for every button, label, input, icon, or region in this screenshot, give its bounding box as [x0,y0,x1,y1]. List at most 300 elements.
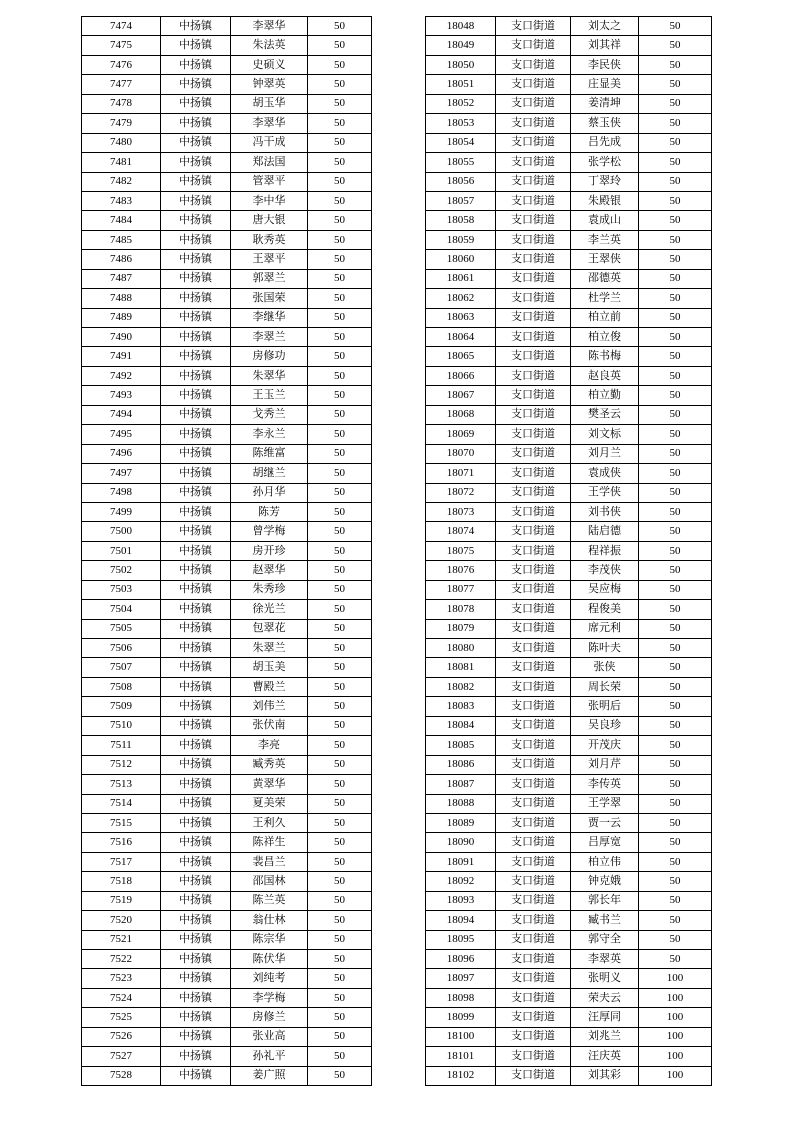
cell-id: 7512 [82,755,161,774]
cell-name: 朱秀珍 [231,580,308,599]
cell-name: 荣夫云 [571,988,639,1007]
cell-area: 中扬镇 [161,230,231,249]
table-row [426,250,712,269]
cell-amount: 50 [639,930,712,949]
cell-area: 中扬镇 [161,833,231,852]
table-row [82,736,372,755]
cell-name: 樊圣云 [571,405,639,424]
cell-area: 支口街道 [496,230,571,249]
cell-name: 张业高 [231,1027,308,1046]
table-row [426,133,712,152]
cell-name: 程祥振 [571,541,639,560]
cell-name: 李继华 [231,308,308,327]
cell-amount: 50 [308,775,372,794]
table-row [82,17,372,36]
cell-area: 中扬镇 [161,328,231,347]
table-row [426,891,712,910]
table-row [426,230,712,249]
table-row [426,425,712,444]
cell-name: 姜清坤 [571,94,639,113]
cell-area: 支口街道 [496,269,571,288]
cell-id: 18059 [426,230,496,249]
cell-id: 7479 [82,114,161,133]
cell-name: 张学松 [571,153,639,172]
table-row [82,502,372,521]
table-row [426,580,712,599]
cell-area: 支口街道 [496,522,571,541]
table-row [426,1027,712,1046]
cell-name: 汪厚同 [571,1008,639,1027]
table-row [426,347,712,366]
cell-area: 支口街道 [496,736,571,755]
cell-area: 支口街道 [496,619,571,638]
cell-id: 7508 [82,677,161,696]
cell-id: 18052 [426,94,496,113]
cell-name: 刘书侠 [571,502,639,521]
cell-area: 中扬镇 [161,502,231,521]
cell-amount: 50 [308,697,372,716]
cell-amount: 50 [639,580,712,599]
cell-id: 18076 [426,561,496,580]
cell-id: 7476 [82,55,161,74]
cell-id: 7513 [82,775,161,794]
cell-area: 支口街道 [496,153,571,172]
cell-name: 孙月华 [231,483,308,502]
cell-id: 18075 [426,541,496,560]
table-row [426,872,712,891]
cell-name: 陈维富 [231,444,308,463]
cell-id: 7475 [82,36,161,55]
cell-id: 7497 [82,464,161,483]
cell-id: 18099 [426,1008,496,1027]
cell-id: 18097 [426,969,496,988]
cell-name: 刘伟兰 [231,697,308,716]
table-row [82,775,372,794]
cell-id: 18074 [426,522,496,541]
cell-amount: 50 [308,114,372,133]
cell-amount: 50 [639,347,712,366]
cell-area: 中扬镇 [161,172,231,191]
table-row [82,988,372,1007]
cell-name: 姜广照 [231,1066,308,1085]
cell-area: 中扬镇 [161,891,231,910]
cell-amount: 50 [308,133,372,152]
table-row [82,600,372,619]
cell-area: 支口街道 [496,328,571,347]
table-row [426,988,712,1007]
cell-name: 曹殿兰 [231,677,308,696]
cell-id: 18049 [426,36,496,55]
table-row [82,172,372,191]
cell-amount: 100 [639,969,712,988]
cell-area: 中扬镇 [161,289,231,308]
table-row [82,250,372,269]
cell-area: 支口街道 [496,36,571,55]
cell-name: 席元利 [571,619,639,638]
cell-id: 7483 [82,191,161,210]
cell-id: 18048 [426,17,496,36]
cell-amount: 50 [639,55,712,74]
cell-id: 18078 [426,600,496,619]
cell-area: 中扬镇 [161,250,231,269]
table-row [426,1008,712,1027]
cell-area: 支口街道 [496,405,571,424]
cell-name: 李民侠 [571,55,639,74]
table-row [426,833,712,852]
cell-id: 7523 [82,969,161,988]
cell-area: 支口街道 [496,755,571,774]
table-row [426,697,712,716]
cell-amount: 50 [639,541,712,560]
cell-area: 中扬镇 [161,153,231,172]
cell-name: 房修兰 [231,1008,308,1027]
cell-area: 中扬镇 [161,522,231,541]
cell-amount: 50 [308,502,372,521]
cell-id: 7528 [82,1066,161,1085]
cell-area: 支口街道 [496,114,571,133]
cell-id: 7517 [82,852,161,871]
cell-amount: 50 [639,94,712,113]
cell-amount: 50 [308,464,372,483]
table-row [426,172,712,191]
cell-id: 18102 [426,1066,496,1085]
table-row [82,133,372,152]
cell-name: 王翠侠 [571,250,639,269]
cell-amount: 50 [308,366,372,385]
cell-name: 包翠花 [231,619,308,638]
cell-area: 支口街道 [496,483,571,502]
cell-name: 蔡玉侠 [571,114,639,133]
cell-amount: 50 [639,386,712,405]
cell-id: 7489 [82,308,161,327]
cell-name: 柏立俊 [571,328,639,347]
cell-name: 柏立前 [571,308,639,327]
cell-id: 7519 [82,891,161,910]
table-row [82,1027,372,1046]
cell-name: 柏立伟 [571,852,639,871]
cell-area: 支口街道 [496,289,571,308]
cell-name: 钟翠英 [231,75,308,94]
cell-area: 中扬镇 [161,133,231,152]
table-row [426,794,712,813]
table-row [82,813,372,832]
cell-area: 中扬镇 [161,988,231,1007]
cell-id: 18051 [426,75,496,94]
cell-amount: 50 [639,911,712,930]
cell-id: 18085 [426,736,496,755]
cell-amount: 50 [639,289,712,308]
cell-amount: 50 [308,930,372,949]
cell-area: 支口街道 [496,75,571,94]
table-row [426,405,712,424]
cell-id: 18055 [426,153,496,172]
cell-amount: 50 [308,94,372,113]
cell-amount: 50 [639,813,712,832]
cell-amount: 50 [308,17,372,36]
cell-name: 吕先成 [571,133,639,152]
cell-name: 陈芳 [231,502,308,521]
cell-area: 支口街道 [496,658,571,677]
cell-amount: 50 [308,211,372,230]
cell-amount: 50 [308,580,372,599]
cell-id: 18073 [426,502,496,521]
cell-name: 戈秀兰 [231,405,308,424]
cell-name: 裴昌兰 [231,852,308,871]
cell-area: 支口街道 [496,1027,571,1046]
table-row [426,1066,712,1085]
cell-amount: 50 [639,522,712,541]
cell-area: 中扬镇 [161,794,231,813]
cell-amount: 50 [639,561,712,580]
cell-area: 支口街道 [496,697,571,716]
cell-amount: 50 [308,755,372,774]
cell-area: 支口街道 [496,17,571,36]
cell-amount: 50 [308,289,372,308]
table-row [82,328,372,347]
cell-name: 唐大银 [231,211,308,230]
table-row [426,55,712,74]
cell-amount: 50 [308,522,372,541]
cell-amount: 100 [639,1066,712,1085]
cell-id: 7527 [82,1047,161,1066]
cell-id: 7493 [82,386,161,405]
cell-amount: 50 [639,17,712,36]
cell-area: 支口街道 [496,133,571,152]
cell-name: 刘月芹 [571,755,639,774]
cell-area: 中扬镇 [161,1008,231,1027]
cell-area: 支口街道 [496,1008,571,1027]
cell-id: 7501 [82,541,161,560]
table-row [426,950,712,969]
table-row [426,386,712,405]
cell-name: 庄显美 [571,75,639,94]
cell-area: 支口街道 [496,794,571,813]
table-row [426,94,712,113]
cell-area: 中扬镇 [161,36,231,55]
cell-area: 支口街道 [496,930,571,949]
cell-area: 中扬镇 [161,94,231,113]
table-row [426,541,712,560]
cell-id: 18053 [426,114,496,133]
table-row [82,1047,372,1066]
cell-id: 18084 [426,716,496,735]
cell-name: 吴良珍 [571,716,639,735]
cell-amount: 50 [639,677,712,696]
cell-name: 柏立勤 [571,386,639,405]
table-row [82,425,372,444]
table-row [426,289,712,308]
cell-amount: 50 [308,425,372,444]
cell-id: 7518 [82,872,161,891]
cell-amount: 50 [639,250,712,269]
cell-amount: 50 [639,600,712,619]
cell-amount: 50 [308,172,372,191]
cell-name: 朱殿银 [571,191,639,210]
cell-area: 支口街道 [496,580,571,599]
cell-area: 支口街道 [496,425,571,444]
cell-area: 中扬镇 [161,541,231,560]
cell-amount: 50 [308,677,372,696]
table-row [82,191,372,210]
cell-amount: 50 [308,1047,372,1066]
cell-name: 张侠 [571,658,639,677]
cell-amount: 50 [308,794,372,813]
cell-area: 支口街道 [496,250,571,269]
cell-id: 18054 [426,133,496,152]
cell-id: 7520 [82,911,161,930]
cell-name: 刘其彩 [571,1066,639,1085]
cell-area: 中扬镇 [161,1047,231,1066]
table-row [426,308,712,327]
table-row [426,36,712,55]
table-row [426,911,712,930]
cell-name: 黄翠华 [231,775,308,794]
cell-name: 朱翠华 [231,366,308,385]
table-row [82,969,372,988]
cell-area: 中扬镇 [161,619,231,638]
cell-amount: 100 [639,1047,712,1066]
cell-name: 刘兆兰 [571,1027,639,1046]
cell-id: 7494 [82,405,161,424]
table-row [426,639,712,658]
cell-amount: 50 [639,269,712,288]
roster-table-left [81,16,372,1086]
cell-area: 支口街道 [496,600,571,619]
cell-area: 中扬镇 [161,930,231,949]
cell-area: 支口街道 [496,872,571,891]
cell-area: 中扬镇 [161,1066,231,1085]
cell-amount: 50 [639,153,712,172]
table-row [426,114,712,133]
cell-name: 王玉兰 [231,386,308,405]
cell-id: 7500 [82,522,161,541]
cell-id: 18062 [426,289,496,308]
cell-area: 支口街道 [496,677,571,696]
cell-id: 7480 [82,133,161,152]
cell-id: 7509 [82,697,161,716]
table-row [82,580,372,599]
cell-area: 中扬镇 [161,464,231,483]
table-row [426,716,712,735]
cell-id: 18060 [426,250,496,269]
cell-area: 中扬镇 [161,1027,231,1046]
cell-name: 刘月兰 [571,444,639,463]
cell-name: 刘文标 [571,425,639,444]
cell-area: 中扬镇 [161,308,231,327]
cell-id: 18100 [426,1027,496,1046]
cell-id: 7496 [82,444,161,463]
cell-area: 支口街道 [496,969,571,988]
cell-id: 18069 [426,425,496,444]
cell-id: 7524 [82,988,161,1007]
cell-amount: 50 [639,852,712,871]
table-row [82,677,372,696]
cell-amount: 50 [308,619,372,638]
cell-id: 18064 [426,328,496,347]
cell-id: 7516 [82,833,161,852]
cell-amount: 50 [639,425,712,444]
cell-area: 中扬镇 [161,211,231,230]
cell-area: 支口街道 [496,94,571,113]
table-row [82,269,372,288]
cell-amount: 50 [308,75,372,94]
cell-name: 张明后 [571,697,639,716]
cell-name: 管翠平 [231,172,308,191]
cell-name: 贾一云 [571,813,639,832]
cell-name: 李茂侠 [571,561,639,580]
table-row [82,114,372,133]
cell-id: 7515 [82,813,161,832]
cell-area: 中扬镇 [161,269,231,288]
cell-name: 周长荣 [571,677,639,696]
table-row [426,561,712,580]
cell-name: 臧书兰 [571,911,639,930]
cell-amount: 50 [308,36,372,55]
cell-amount: 50 [308,250,372,269]
table-row [426,211,712,230]
cell-id: 18066 [426,366,496,385]
table-row [82,230,372,249]
cell-name: 徐光兰 [231,600,308,619]
cell-area: 支口街道 [496,561,571,580]
cell-id: 18091 [426,852,496,871]
cell-id: 7506 [82,639,161,658]
cell-name: 丁翠玲 [571,172,639,191]
cell-id: 7521 [82,930,161,949]
cell-amount: 50 [308,308,372,327]
table-row [82,483,372,502]
cell-area: 支口街道 [496,347,571,366]
cell-name: 房开珍 [231,541,308,560]
cell-amount: 50 [308,230,372,249]
cell-name: 郑法国 [231,153,308,172]
cell-name: 李学梅 [231,988,308,1007]
cell-name: 郭守全 [571,930,639,949]
cell-area: 支口街道 [496,775,571,794]
cell-amount: 50 [639,133,712,152]
cell-amount: 50 [639,872,712,891]
table-row [82,755,372,774]
table-row [82,366,372,385]
cell-id: 7502 [82,561,161,580]
cell-name: 郭长年 [571,891,639,910]
cell-area: 支口街道 [496,55,571,74]
cell-area: 中扬镇 [161,950,231,969]
cell-name: 邵国林 [231,872,308,891]
table-row [426,619,712,638]
cell-id: 7504 [82,600,161,619]
cell-name: 李传英 [571,775,639,794]
cell-name: 刘纯考 [231,969,308,988]
cell-name: 耿秀英 [231,230,308,249]
cell-area: 支口街道 [496,988,571,1007]
table-row [426,502,712,521]
cell-area: 支口街道 [496,639,571,658]
table-row [426,775,712,794]
cell-area: 支口街道 [496,444,571,463]
cell-amount: 50 [639,328,712,347]
cell-area: 支口街道 [496,211,571,230]
cell-name: 李永兰 [231,425,308,444]
table-row [82,1008,372,1027]
cell-id: 18065 [426,347,496,366]
cell-name: 陈伏华 [231,950,308,969]
table-row [82,153,372,172]
cell-amount: 50 [308,639,372,658]
table-row [82,930,372,949]
cell-name: 张伏南 [231,716,308,735]
table-row [82,347,372,366]
